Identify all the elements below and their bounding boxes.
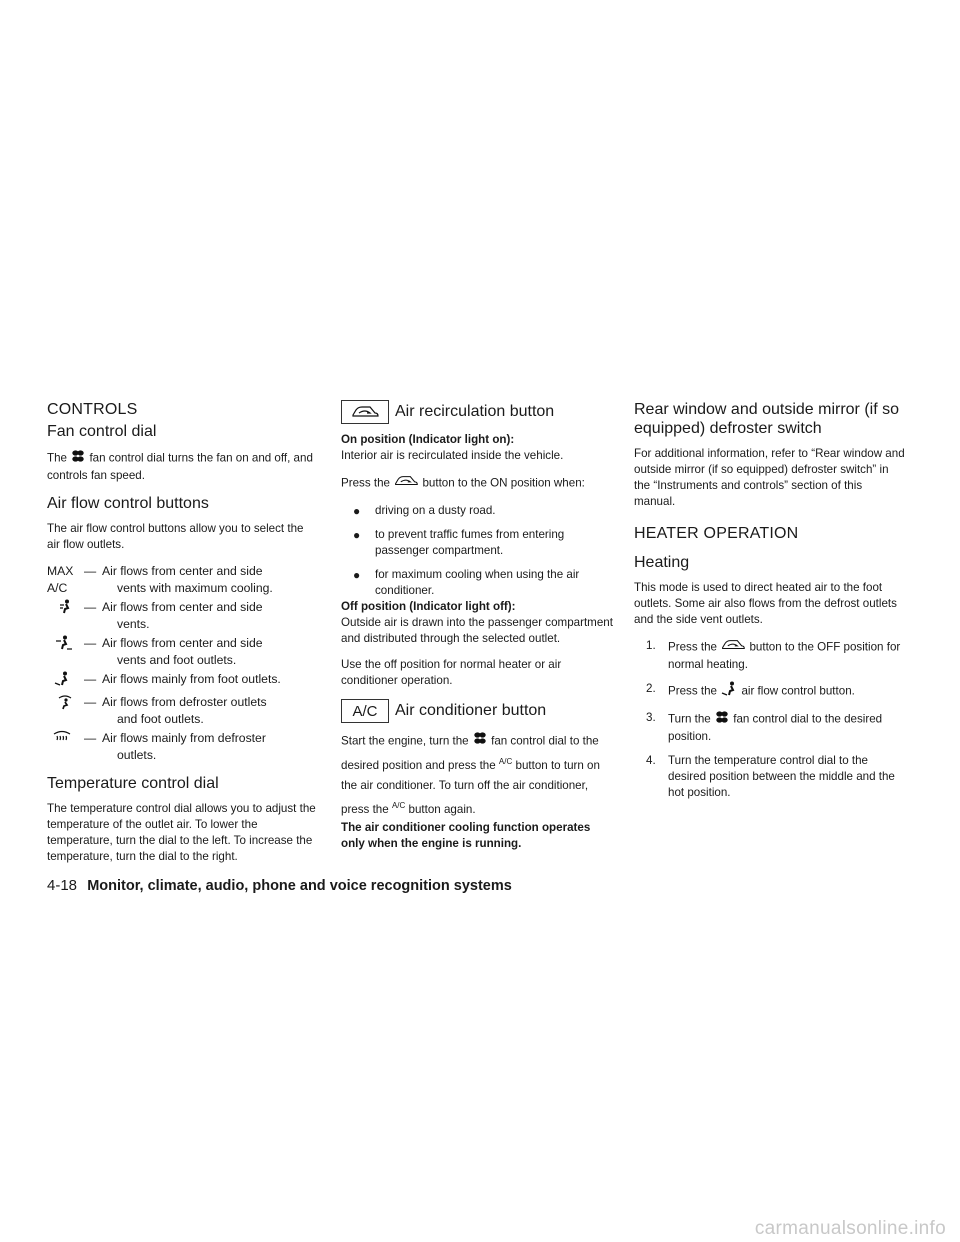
temp-text: The temperature control dial allows you to adjust the temperature of the outlet air. To lower the temperature, turn the dial to the left. To increase the temperature, turn the dial to the right. xyxy=(47,802,316,863)
recirc-press-text: Press the button to the ON position when: xyxy=(341,474,613,493)
section-title: CONTROLS xyxy=(47,401,138,418)
list-item: 1. Press the button to the OFF position for normal heating. xyxy=(646,639,901,671)
airflow-row-bilevel: — Air flows from center and side vents and foot outlets. xyxy=(47,635,319,669)
heating-title: Heating xyxy=(634,554,690,571)
list-item: 3. Turn the fan control dial to the desired position. xyxy=(646,711,883,743)
list-item: 4. Turn the temperature control dial to the desired position between the middle and the hot position. xyxy=(646,754,895,799)
ac-title: Air conditioner button xyxy=(395,702,547,719)
foot-icon xyxy=(47,671,84,692)
recirc-icon xyxy=(393,474,419,493)
column-right xyxy=(634,400,906,809)
fan-icon xyxy=(472,731,488,752)
column-left xyxy=(47,400,319,875)
ac-text: Start the engine, turn the fan control dial to the desired position and press the $^{A/C}$ button to turn on the air conditioner. To turn off the air conditioner, press the $^{A/C}$ button again. xyxy=(341,731,613,820)
recirc-heading xyxy=(341,400,613,424)
ac-small-label: A/C xyxy=(391,800,406,810)
recirc-title: Air recirculation button xyxy=(395,403,555,420)
bi-level-icon xyxy=(47,635,84,669)
defrost-icon xyxy=(47,730,84,764)
recirc-on-title: On position (Indicator light on): xyxy=(341,433,515,446)
heating-text: This mode is used to direct heated air to the foot outlets. Some air also flows from the defrost outlets and the side vent outlets. xyxy=(634,581,897,626)
airflow-row-defrost: — Air flows mainly from defroster outlets. xyxy=(47,730,319,764)
fan-dial-text-post: fan control dial turns the fan on and off, and controls fan speed. xyxy=(47,451,313,482)
recirc-icon xyxy=(720,638,746,657)
list-item: ● for maximum cooling when using the air conditioner. xyxy=(353,568,580,597)
defrost-foot-icon xyxy=(47,694,84,728)
foot-icon xyxy=(720,681,738,702)
temp-title: Temperature control dial xyxy=(47,775,219,792)
airflow-row-vent: — Air flows from center and side vents. xyxy=(47,599,319,633)
vent-face-icon xyxy=(47,599,84,633)
list-item: ● driving on a dusty road. xyxy=(353,504,496,518)
rear-defroster-title: Rear window and outside mirror (if so equipped) defroster switch xyxy=(634,401,899,437)
recirc-off-title: Off position (Indicator light off): xyxy=(341,600,516,613)
recirc-on-text: Interior air is recirculated inside the vehicle. xyxy=(341,449,564,462)
fan-dial-text xyxy=(47,449,319,484)
recirc-use-text: Use the off position for normal heater or air conditioner operation. xyxy=(341,658,562,687)
airflow-intro: The air flow control buttons allow you to select the air flow outlets. xyxy=(47,522,304,551)
recirc-icon xyxy=(341,400,389,424)
watermark: carmanualsonline.info xyxy=(754,1218,946,1239)
chapter-title: Monitor, climate, audio, phone and voice recognition systems xyxy=(87,878,512,894)
ac-warning: The air conditioner cooling function operates only when the engine is running. xyxy=(341,820,591,850)
airflow-row-max-ac: MAX A/C — Air flows from center and side vents with maximum cooling. xyxy=(47,564,273,595)
airflow-row-defrost-foot: — Air flows from defroster outlets and foot outlets. xyxy=(47,694,319,728)
recirc-off-text: Outside air is drawn into the passenger compartment and distributed through the selected outlet. xyxy=(341,616,613,645)
ac-small-label: A/C xyxy=(498,757,513,766)
max-ac-label: MAX A/C xyxy=(47,564,74,595)
column-middle xyxy=(341,400,613,862)
list-item: ● to prevent traffic fumes from entering passenger compartment. xyxy=(353,528,565,557)
fan-dial-title: Fan control dial xyxy=(47,423,157,440)
ac-heading xyxy=(341,699,613,723)
heater-operation-title: HEATER OPERATION xyxy=(634,525,799,542)
ac-button-icon: A/C xyxy=(341,699,389,723)
airflow-title: Air flow control buttons xyxy=(47,495,209,512)
page-number: 4-18 xyxy=(47,877,78,894)
page-footer xyxy=(47,877,512,894)
list-item: 2. Press the air flow control button. xyxy=(646,681,906,702)
fan-dial-text-pre: The xyxy=(47,451,67,465)
fan-icon xyxy=(70,449,86,468)
fan-icon xyxy=(714,710,730,729)
rear-defroster-text: For additional information, refer to “Rear window and outside mirror (if so equipped) defroster switch” in the “Instruments and controls” section of this manual. xyxy=(634,447,905,508)
airflow-row-foot: — Air flows mainly from foot outlets. xyxy=(47,671,319,692)
